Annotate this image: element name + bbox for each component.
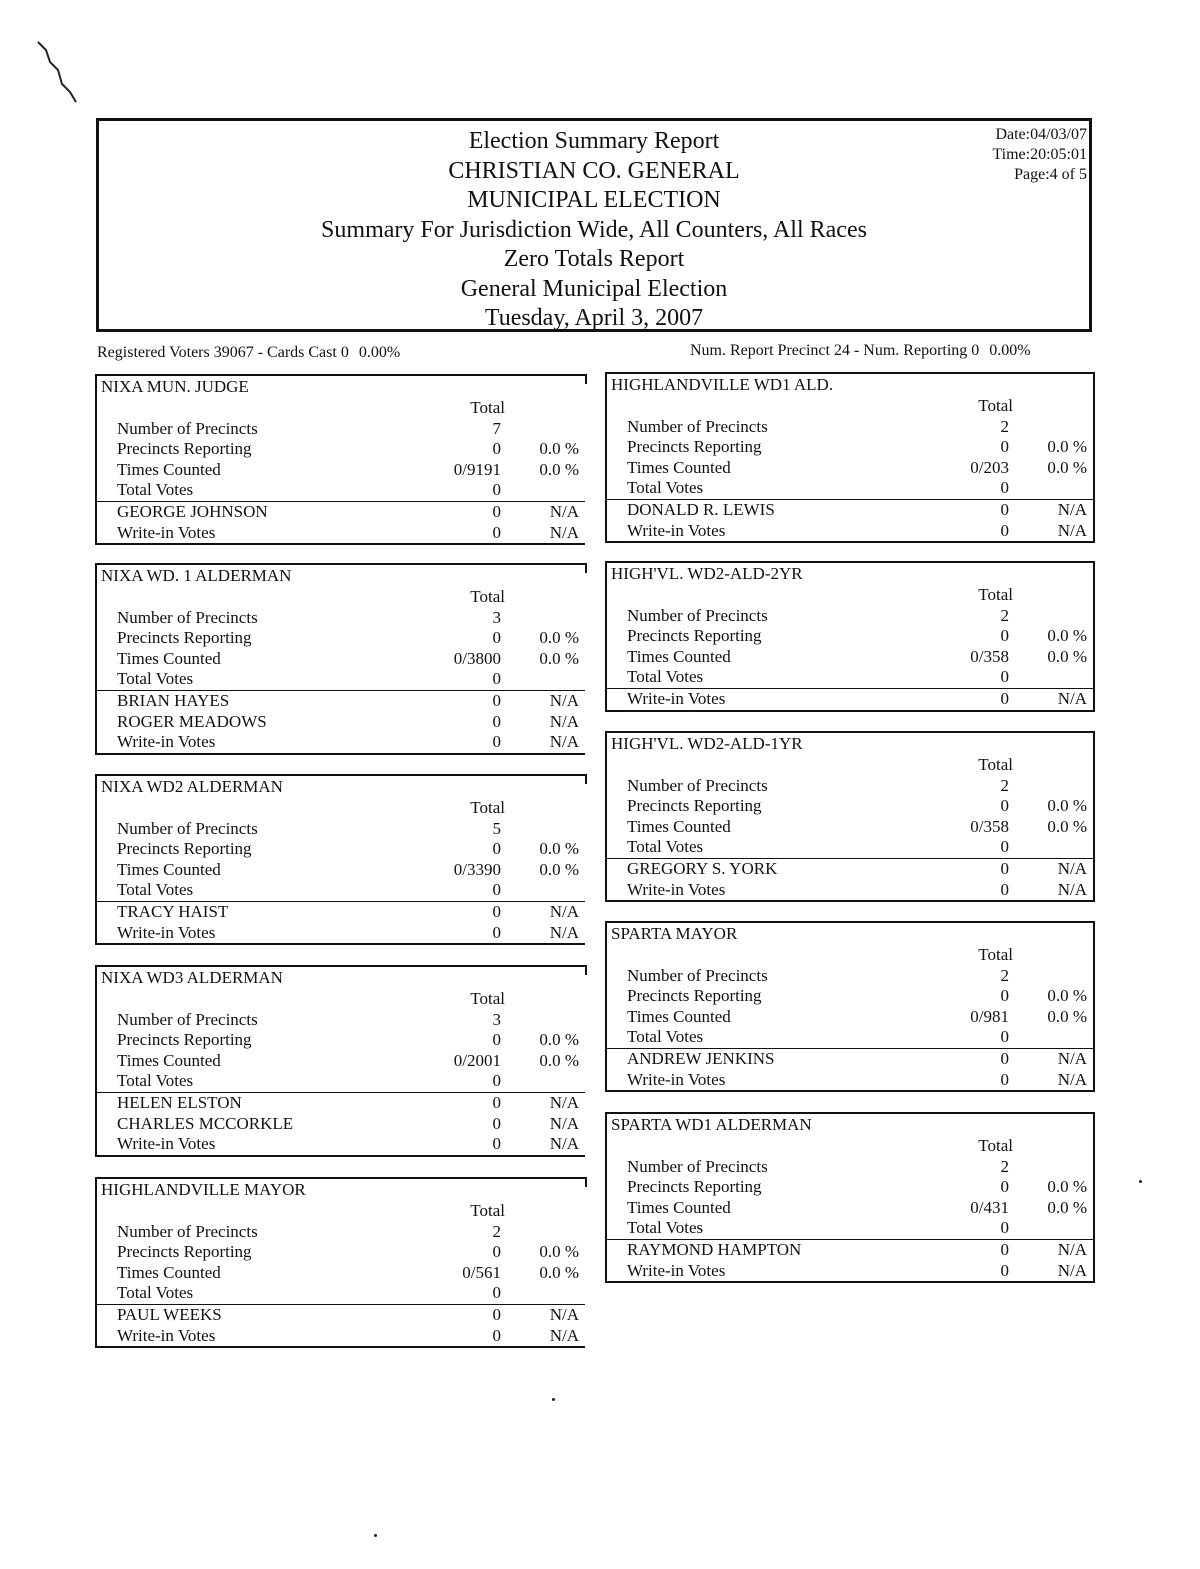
stat-total: 0 bbox=[1000, 626, 1009, 646]
candidate-row bbox=[97, 1326, 585, 1347]
stat-row bbox=[607, 437, 1093, 458]
candidate-row bbox=[97, 732, 585, 753]
race-box bbox=[605, 731, 1095, 902]
total-column-header: Total bbox=[470, 1201, 505, 1220]
stat-row bbox=[607, 1027, 1093, 1048]
report-meta bbox=[992, 125, 1087, 185]
candidate-name: ROGER MEADOWS bbox=[117, 711, 267, 731]
race-title: NIXA WD2 ALDERMAN bbox=[101, 777, 283, 796]
candidate-row bbox=[97, 523, 585, 544]
stat-row bbox=[607, 606, 1093, 627]
stat-row bbox=[607, 667, 1093, 688]
stat-label: Total Votes bbox=[627, 667, 704, 687]
stat-total: 0 bbox=[1000, 986, 1009, 1006]
stat-label: Total Votes bbox=[117, 880, 194, 900]
stat-pct: 0.0 % bbox=[539, 859, 579, 879]
candidate-total: 0 bbox=[492, 1113, 501, 1133]
stat-total: 0/9191 bbox=[453, 459, 501, 479]
candidate-total: 0 bbox=[492, 922, 501, 942]
candidate-row bbox=[97, 1114, 585, 1135]
candidate-pct: N/A bbox=[1057, 879, 1087, 899]
candidate-row bbox=[607, 1239, 1093, 1261]
report-election-date: Tuesday, April 3, 2007 bbox=[484, 305, 704, 331]
candidate-pct: N/A bbox=[549, 690, 579, 710]
stat-row bbox=[97, 649, 585, 670]
stat-label: Total Votes bbox=[627, 1027, 704, 1047]
report-county: CHRISTIAN CO. GENERAL bbox=[448, 157, 740, 184]
race-title: NIXA MUN. JUDGE bbox=[101, 377, 249, 396]
candidate-row bbox=[607, 499, 1093, 521]
candidate-row bbox=[97, 901, 585, 923]
stat-total: 2 bbox=[1000, 775, 1009, 795]
stat-pct: 0.0 % bbox=[1047, 1006, 1087, 1026]
candidate-total: 0 bbox=[1000, 1048, 1009, 1068]
candidate-total: 0 bbox=[1000, 1069, 1009, 1089]
stat-row bbox=[97, 819, 585, 840]
candidate-total: 0 bbox=[1000, 1239, 1009, 1259]
candidate-name: Write-in Votes bbox=[117, 1325, 216, 1345]
stat-total: 2 bbox=[1000, 1156, 1009, 1176]
stat-total: 0 bbox=[1000, 1218, 1009, 1238]
stat-label: Total Votes bbox=[117, 480, 194, 500]
candidate-total: 0 bbox=[1000, 499, 1009, 519]
stat-total: 0/981 bbox=[970, 1006, 1009, 1026]
stat-row bbox=[607, 776, 1093, 797]
stat-row bbox=[607, 647, 1093, 668]
stat-row bbox=[607, 817, 1093, 838]
stat-row bbox=[97, 439, 585, 460]
total-column-header: Total bbox=[978, 396, 1013, 415]
stat-total: 0/2001 bbox=[453, 1050, 501, 1070]
candidate-total: 0 bbox=[1000, 520, 1009, 540]
race-box bbox=[95, 965, 585, 1157]
candidate-name: GREGORY S. YORK bbox=[627, 858, 778, 878]
stat-total: 2 bbox=[1000, 416, 1009, 436]
stat-label: Precincts Reporting bbox=[117, 1242, 252, 1262]
stat-pct: 0.0 % bbox=[539, 1242, 579, 1262]
total-column-header: Total bbox=[470, 798, 505, 817]
candidate-name: TRACY HAIST bbox=[117, 901, 229, 921]
stat-total: 0 bbox=[492, 839, 501, 859]
candidate-row bbox=[97, 690, 585, 712]
candidate-row bbox=[607, 1048, 1093, 1070]
stat-label: Number of Precincts bbox=[627, 775, 768, 795]
stat-pct: 0.0 % bbox=[1047, 626, 1087, 646]
stat-row bbox=[97, 1071, 585, 1092]
stat-row bbox=[97, 628, 585, 649]
candidate-pct: N/A bbox=[1057, 688, 1087, 708]
report-election-type: General Municipal Election bbox=[460, 275, 728, 302]
stat-total: 0 bbox=[492, 1242, 501, 1262]
stat-row bbox=[607, 966, 1093, 987]
candidate-row bbox=[607, 880, 1093, 901]
stat-label: Times Counted bbox=[117, 648, 221, 668]
stat-pct: 0.0 % bbox=[1047, 437, 1087, 457]
stat-pct: 0.0 % bbox=[539, 439, 579, 459]
stat-row bbox=[97, 1283, 585, 1304]
stat-total: 2 bbox=[1000, 965, 1009, 985]
race-title: HIGHLANDVILLE MAYOR bbox=[101, 1180, 306, 1199]
stat-row bbox=[97, 419, 585, 440]
stat-total: 0 bbox=[1000, 837, 1009, 857]
race-box bbox=[95, 774, 585, 945]
total-column-header: Total bbox=[978, 1136, 1013, 1155]
candidate-name: HELEN ELSTON bbox=[117, 1092, 242, 1112]
stat-total: 0/203 bbox=[970, 457, 1009, 477]
report-election-name: MUNICIPAL ELECTION bbox=[467, 187, 721, 213]
stat-total: 0 bbox=[492, 880, 501, 900]
stat-row bbox=[97, 1263, 585, 1284]
stat-pct: 0.0 % bbox=[1047, 796, 1087, 816]
candidate-name: Write-in Votes bbox=[117, 522, 216, 542]
candidate-total: 0 bbox=[492, 711, 501, 731]
stat-total: 0/358 bbox=[970, 646, 1009, 666]
race-total-header-row bbox=[97, 989, 585, 1010]
candidate-row bbox=[97, 712, 585, 733]
stat-row bbox=[607, 1218, 1093, 1239]
stat-label: Precincts Reporting bbox=[627, 626, 762, 646]
stat-total: 0 bbox=[492, 669, 501, 689]
candidate-name: Write-in Votes bbox=[627, 1069, 726, 1089]
race-total-header-row bbox=[607, 945, 1093, 966]
stat-label: Number of Precincts bbox=[627, 1156, 768, 1176]
stat-row bbox=[607, 458, 1093, 479]
candidate-name: Write-in Votes bbox=[627, 520, 726, 540]
stat-total: 0 bbox=[1000, 437, 1009, 457]
stat-total: 0 bbox=[492, 1071, 501, 1091]
candidate-total: 0 bbox=[1000, 1260, 1009, 1280]
candidate-pct: N/A bbox=[1057, 1048, 1087, 1068]
registered-voters-pct: 0.00% bbox=[358, 344, 401, 361]
candidate-pct: N/A bbox=[1057, 520, 1087, 540]
report-time: Time:20:05:01 bbox=[992, 146, 1087, 163]
stat-label: Precincts Reporting bbox=[627, 986, 762, 1006]
candidate-pct: N/A bbox=[549, 711, 579, 731]
candidate-pct: N/A bbox=[1057, 1260, 1087, 1280]
candidate-row bbox=[97, 1134, 585, 1155]
stat-label: Times Counted bbox=[117, 459, 221, 479]
candidate-pct: N/A bbox=[549, 732, 579, 752]
candidate-total: 0 bbox=[1000, 858, 1009, 878]
stat-label: Total Votes bbox=[627, 478, 704, 498]
candidate-name: Write-in Votes bbox=[627, 1260, 726, 1280]
stat-row bbox=[97, 669, 585, 690]
race-box bbox=[95, 374, 585, 545]
candidate-name: DONALD R. LEWIS bbox=[627, 499, 775, 519]
candidate-pct: N/A bbox=[549, 1304, 579, 1324]
stat-row bbox=[607, 1157, 1093, 1178]
candidate-pct: N/A bbox=[549, 922, 579, 942]
stat-total: 0/431 bbox=[970, 1197, 1009, 1217]
race-box bbox=[605, 921, 1095, 1092]
candidate-total: 0 bbox=[492, 501, 501, 521]
candidate-name: Write-in Votes bbox=[117, 922, 216, 942]
stat-pct: 0.0 % bbox=[539, 1262, 579, 1282]
stat-label: Number of Precincts bbox=[117, 1221, 258, 1241]
total-column-header: Total bbox=[470, 587, 505, 606]
stat-label: Times Counted bbox=[627, 646, 731, 666]
race-total-header-row bbox=[97, 587, 585, 608]
candidate-total: 0 bbox=[492, 1304, 501, 1324]
candidate-pct: N/A bbox=[1057, 858, 1087, 878]
stat-total: 0 bbox=[492, 439, 501, 459]
stat-label: Times Counted bbox=[117, 859, 221, 879]
stat-total: 0/3800 bbox=[453, 648, 501, 668]
candidate-name: Write-in Votes bbox=[117, 1134, 216, 1154]
race-title: HIGHLANDVILLE WD1 ALD. bbox=[611, 375, 834, 394]
race-total-header-row bbox=[607, 755, 1093, 776]
candidate-name: RAYMOND HAMPTON bbox=[627, 1239, 802, 1259]
candidate-row bbox=[607, 1261, 1093, 1282]
stat-label: Number of Precincts bbox=[117, 818, 258, 838]
candidate-pct: N/A bbox=[549, 1325, 579, 1345]
report-header bbox=[96, 118, 1092, 332]
stat-label: Total Votes bbox=[117, 1283, 194, 1303]
report-scope: Summary For Jurisdiction Wide, All Counters, All Races bbox=[321, 216, 867, 243]
scan-speck bbox=[374, 1534, 377, 1537]
candidate-total: 0 bbox=[492, 901, 501, 921]
candidate-name: PAUL WEEKS bbox=[117, 1304, 222, 1324]
race-title: SPARTA WD1 ALDERMAN bbox=[611, 1115, 812, 1134]
stat-row bbox=[97, 1051, 585, 1072]
report-title-block bbox=[99, 127, 1089, 334]
candidate-row bbox=[97, 1092, 585, 1114]
candidate-total: 0 bbox=[1000, 879, 1009, 899]
stat-label: Precincts Reporting bbox=[117, 1030, 252, 1050]
stat-pct: 0.0 % bbox=[539, 459, 579, 479]
stat-row bbox=[607, 837, 1093, 858]
race-total-header-row bbox=[97, 1201, 585, 1222]
candidate-total: 0 bbox=[492, 1092, 501, 1112]
stat-pct: 0.0 % bbox=[1047, 986, 1087, 1006]
stat-total: 0/358 bbox=[970, 816, 1009, 836]
stat-row bbox=[607, 478, 1093, 499]
report-page: Page:4 of 5 bbox=[1014, 166, 1087, 183]
stat-row bbox=[97, 1010, 585, 1031]
stat-row bbox=[97, 1242, 585, 1263]
report-date: Date:04/03/07 bbox=[995, 126, 1087, 143]
stat-pct: 0.0 % bbox=[539, 839, 579, 859]
stat-label: Precincts Reporting bbox=[627, 1177, 762, 1197]
total-column-header: Total bbox=[470, 398, 505, 417]
stat-row bbox=[607, 417, 1093, 438]
stat-label: Number of Precincts bbox=[627, 416, 768, 436]
race-total-header-row bbox=[97, 798, 585, 819]
candidate-row bbox=[607, 1070, 1093, 1091]
stat-pct: 0.0 % bbox=[1047, 646, 1087, 666]
race-title: HIGH'VL. WD2-ALD-2YR bbox=[611, 564, 803, 583]
stat-label: Precincts Reporting bbox=[117, 839, 252, 859]
stat-total: 0 bbox=[1000, 796, 1009, 816]
stat-total: 0/3390 bbox=[453, 859, 501, 879]
race-box bbox=[605, 1112, 1095, 1283]
stat-total: 0 bbox=[1000, 667, 1009, 687]
stat-row bbox=[607, 1007, 1093, 1028]
stat-row bbox=[97, 460, 585, 481]
scan-artifact-mark bbox=[36, 40, 82, 106]
stat-row bbox=[97, 839, 585, 860]
stat-label: Times Counted bbox=[117, 1262, 221, 1282]
stat-total: 3 bbox=[492, 1009, 501, 1029]
candidate-total: 0 bbox=[492, 1325, 501, 1345]
race-total-header-row bbox=[607, 396, 1093, 417]
candidate-name: BRIAN HAYES bbox=[117, 690, 230, 710]
stat-total: 0 bbox=[492, 1283, 501, 1303]
race-title: NIXA WD. 1 ALDERMAN bbox=[101, 566, 292, 585]
stat-label: Times Counted bbox=[627, 1006, 731, 1026]
candidate-row bbox=[607, 688, 1093, 710]
race-box bbox=[605, 372, 1095, 543]
stat-row bbox=[97, 880, 585, 901]
stat-label: Precincts Reporting bbox=[117, 628, 252, 648]
race-box bbox=[95, 1177, 585, 1348]
stat-pct: 0.0 % bbox=[539, 648, 579, 668]
stat-total: 3 bbox=[492, 607, 501, 627]
race-title: NIXA WD3 ALDERMAN bbox=[101, 968, 283, 987]
stat-row bbox=[97, 1030, 585, 1051]
report-title: Election Summary Report bbox=[468, 128, 720, 154]
candidate-total: 0 bbox=[1000, 688, 1009, 708]
candidate-pct: N/A bbox=[1057, 1069, 1087, 1089]
stat-pct: 0.0 % bbox=[1047, 1177, 1087, 1197]
stat-label: Total Votes bbox=[117, 1071, 194, 1091]
candidate-total: 0 bbox=[492, 1134, 501, 1154]
stat-label: Total Votes bbox=[627, 837, 704, 857]
candidate-pct: N/A bbox=[549, 501, 579, 521]
candidate-row bbox=[607, 521, 1093, 542]
stat-row bbox=[97, 480, 585, 501]
candidate-name: Write-in Votes bbox=[117, 732, 216, 752]
candidate-name: ANDREW JENKINS bbox=[627, 1048, 775, 1068]
report-type: Zero Totals Report bbox=[503, 246, 685, 272]
candidate-pct: N/A bbox=[1057, 499, 1087, 519]
stat-total: 7 bbox=[492, 418, 501, 438]
stat-row bbox=[607, 796, 1093, 817]
candidate-name: Write-in Votes bbox=[627, 688, 726, 708]
stat-total: 2 bbox=[1000, 605, 1009, 625]
race-total-header-row bbox=[97, 398, 585, 419]
candidate-total: 0 bbox=[492, 522, 501, 542]
race-total-header-row bbox=[607, 1136, 1093, 1157]
total-column-header: Total bbox=[978, 945, 1013, 964]
candidate-pct: N/A bbox=[549, 522, 579, 542]
stat-pct: 0.0 % bbox=[1047, 457, 1087, 477]
precinct-reporting-text: Num. Report Precinct 24 - Num. Reporting 0 bbox=[690, 342, 980, 359]
stat-label: Times Counted bbox=[627, 1197, 731, 1217]
stat-total: 0/561 bbox=[462, 1262, 501, 1282]
stat-label: Times Counted bbox=[117, 1050, 221, 1070]
stat-row bbox=[607, 986, 1093, 1007]
stat-total: 2 bbox=[492, 1221, 501, 1241]
stat-row bbox=[607, 626, 1093, 647]
registered-voters-text: Registered Voters 39067 - Cards Cast 0 bbox=[97, 344, 349, 361]
candidate-pct: N/A bbox=[549, 901, 579, 921]
stat-total: 0 bbox=[492, 628, 501, 648]
scan-speck bbox=[1139, 1180, 1142, 1183]
candidate-pct: N/A bbox=[549, 1134, 579, 1154]
stat-label: Total Votes bbox=[627, 1218, 704, 1238]
stat-total: 0 bbox=[492, 480, 501, 500]
race-title: HIGH'VL. WD2-ALD-1YR bbox=[611, 734, 803, 753]
candidate-total: 0 bbox=[492, 690, 501, 710]
total-column-header: Total bbox=[978, 585, 1013, 604]
total-column-header: Total bbox=[978, 755, 1013, 774]
candidate-pct: N/A bbox=[549, 1113, 579, 1133]
stat-label: Number of Precincts bbox=[117, 1009, 258, 1029]
candidate-pct: N/A bbox=[549, 1092, 579, 1112]
stat-label: Number of Precincts bbox=[117, 607, 258, 627]
stat-total: 0 bbox=[492, 1030, 501, 1050]
precinct-reporting-summary bbox=[690, 342, 1037, 360]
stat-pct: 0.0 % bbox=[1047, 1197, 1087, 1217]
scan-speck bbox=[552, 1398, 555, 1401]
stat-row bbox=[97, 860, 585, 881]
stat-label: Times Counted bbox=[627, 816, 731, 836]
stat-label: Precincts Reporting bbox=[117, 439, 252, 459]
race-box bbox=[95, 563, 585, 755]
stat-pct: 0.0 % bbox=[539, 1030, 579, 1050]
precinct-reporting-pct: 0.00% bbox=[989, 342, 1031, 359]
race-box bbox=[605, 561, 1095, 712]
stat-pct: 0.0 % bbox=[539, 628, 579, 648]
stat-pct: 0.0 % bbox=[539, 1050, 579, 1070]
stat-row bbox=[97, 1222, 585, 1243]
stat-total: 0 bbox=[1000, 1027, 1009, 1047]
candidate-total: 0 bbox=[492, 732, 501, 752]
candidate-row bbox=[97, 1304, 585, 1326]
stat-total: 0 bbox=[1000, 478, 1009, 498]
stat-row bbox=[97, 608, 585, 629]
stat-label: Times Counted bbox=[627, 457, 731, 477]
candidate-name: Write-in Votes bbox=[627, 879, 726, 899]
total-column-header: Total bbox=[470, 989, 505, 1008]
candidate-name: GEORGE JOHNSON bbox=[117, 501, 268, 521]
stat-label: Number of Precincts bbox=[627, 605, 768, 625]
stat-label: Total Votes bbox=[117, 669, 194, 689]
stat-total: 5 bbox=[492, 818, 501, 838]
stat-label: Precincts Reporting bbox=[627, 796, 762, 816]
candidate-row bbox=[607, 858, 1093, 880]
candidate-pct: N/A bbox=[1057, 1239, 1087, 1259]
stat-label: Precincts Reporting bbox=[627, 437, 762, 457]
registered-voters-summary bbox=[97, 344, 406, 362]
stat-row bbox=[607, 1198, 1093, 1219]
race-title: SPARTA MAYOR bbox=[611, 924, 738, 943]
candidate-row bbox=[97, 923, 585, 944]
stat-pct: 0.0 % bbox=[1047, 816, 1087, 836]
stat-label: Number of Precincts bbox=[627, 965, 768, 985]
candidate-row bbox=[97, 501, 585, 523]
stat-total: 0 bbox=[1000, 1177, 1009, 1197]
candidate-name: CHARLES MCCORKLE bbox=[117, 1113, 294, 1133]
stat-row bbox=[607, 1177, 1093, 1198]
race-total-header-row bbox=[607, 585, 1093, 606]
stat-label: Number of Precincts bbox=[117, 418, 258, 438]
